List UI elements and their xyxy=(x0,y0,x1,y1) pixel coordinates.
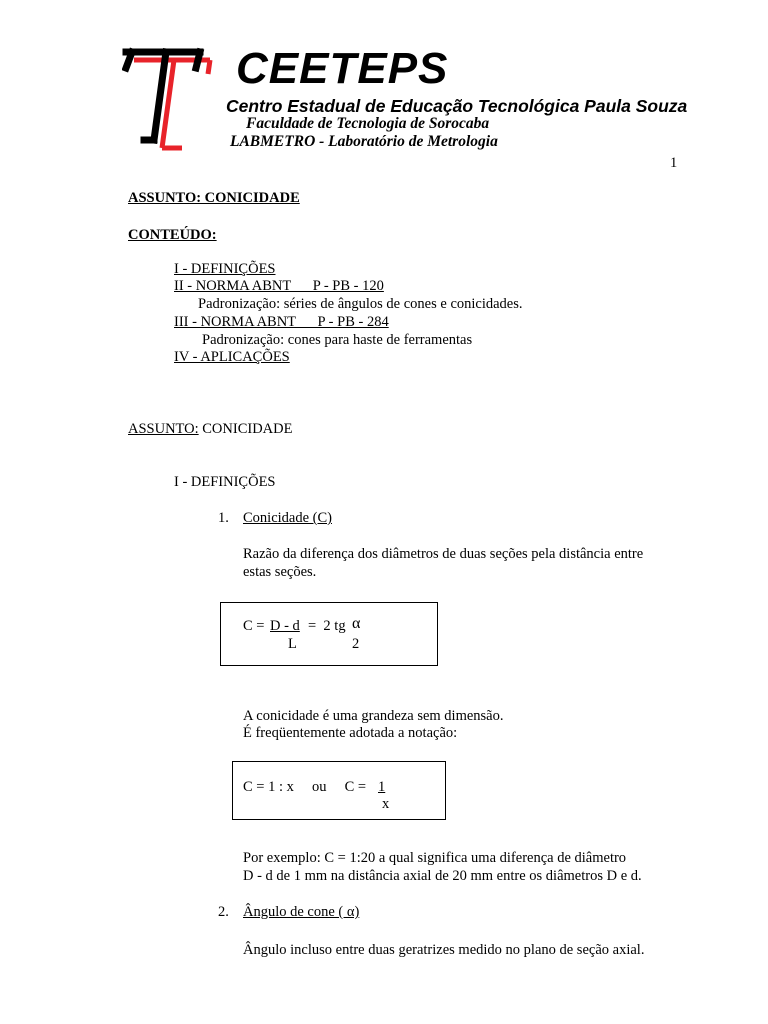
formula1-numerator: D - d xyxy=(270,618,300,634)
formula1-equals: = 2 tg xyxy=(308,618,346,634)
page-number: 1 xyxy=(670,155,678,171)
toc-item-abnt-120: II - NORMA ABNT P - PB - 120 xyxy=(174,278,384,294)
formula2-numerator: 1 xyxy=(378,779,386,795)
example-line1: Por exemplo: C = 1:20 a qual significa uma diferença de diâmetro xyxy=(243,850,627,866)
subject-heading: ASSUNTO: CONICIDADE xyxy=(128,190,300,206)
note1-line2: É freqüentemente adotada a notação: xyxy=(243,725,458,741)
formula1-alpha: α xyxy=(352,615,361,632)
contents-heading: CONTEÚDO: xyxy=(128,227,217,243)
formula1-lhs: C = xyxy=(243,618,265,634)
example-line2: D - d de 1 mm na distância axial de 20 mm entre os diâmetros D e d. xyxy=(243,868,642,884)
def1-title: Conicidade (C) xyxy=(243,510,332,526)
logo-t-mark xyxy=(122,44,217,152)
formula1-two: 2 xyxy=(352,636,360,652)
toc-item-abnt-120-desc: Padronização: séries de ângulos de cones e conicidades. xyxy=(198,296,523,312)
def2-number: 2. xyxy=(218,904,229,920)
formula2-text: C = 1 : x ou C = xyxy=(243,779,367,795)
toc-item-abnt-284-desc: Padronização: cones para haste de ferramentas xyxy=(202,332,473,348)
subject-value: CONICIDADE xyxy=(198,421,293,437)
institution-logo xyxy=(122,44,217,152)
toc-item-definitions: I - DEFINIÇÕES xyxy=(174,261,276,277)
subject-label: ASSUNTO: xyxy=(128,421,199,437)
def2-title: Ângulo de cone ( α) xyxy=(243,904,360,920)
lab-name: LABMETRO - Laboratório de Metrologia xyxy=(230,133,498,150)
def1-text-line2: estas seções. xyxy=(243,564,317,580)
def1-text-line1: Razão da diferença dos diâmetros de duas seções pela distância entre xyxy=(243,546,644,562)
org-name: CEETEPS xyxy=(236,44,449,93)
toc-item-abnt-284: III - NORMA ABNT P - PB - 284 xyxy=(174,314,389,330)
center-name: Centro Estadual de Educação Tecnológica Paula Souza xyxy=(226,96,688,116)
faculty-name: Faculdade de Tecnologia de Sorocaba xyxy=(246,115,490,132)
section-definitions: I - DEFINIÇÕES xyxy=(174,474,276,490)
note1-line1: A conicidade é uma grandeza sem dimensão. xyxy=(243,708,504,724)
def1-number: 1. xyxy=(218,510,229,526)
formula2-denominator: x xyxy=(382,796,390,812)
subject-line xyxy=(128,420,292,438)
formula1-denominator: L xyxy=(288,636,297,652)
def2-text: Ângulo incluso entre duas geratrizes medido no plano de seção axial. xyxy=(243,942,645,958)
toc-item-applications: IV - APLICAÇÕES xyxy=(174,349,290,365)
